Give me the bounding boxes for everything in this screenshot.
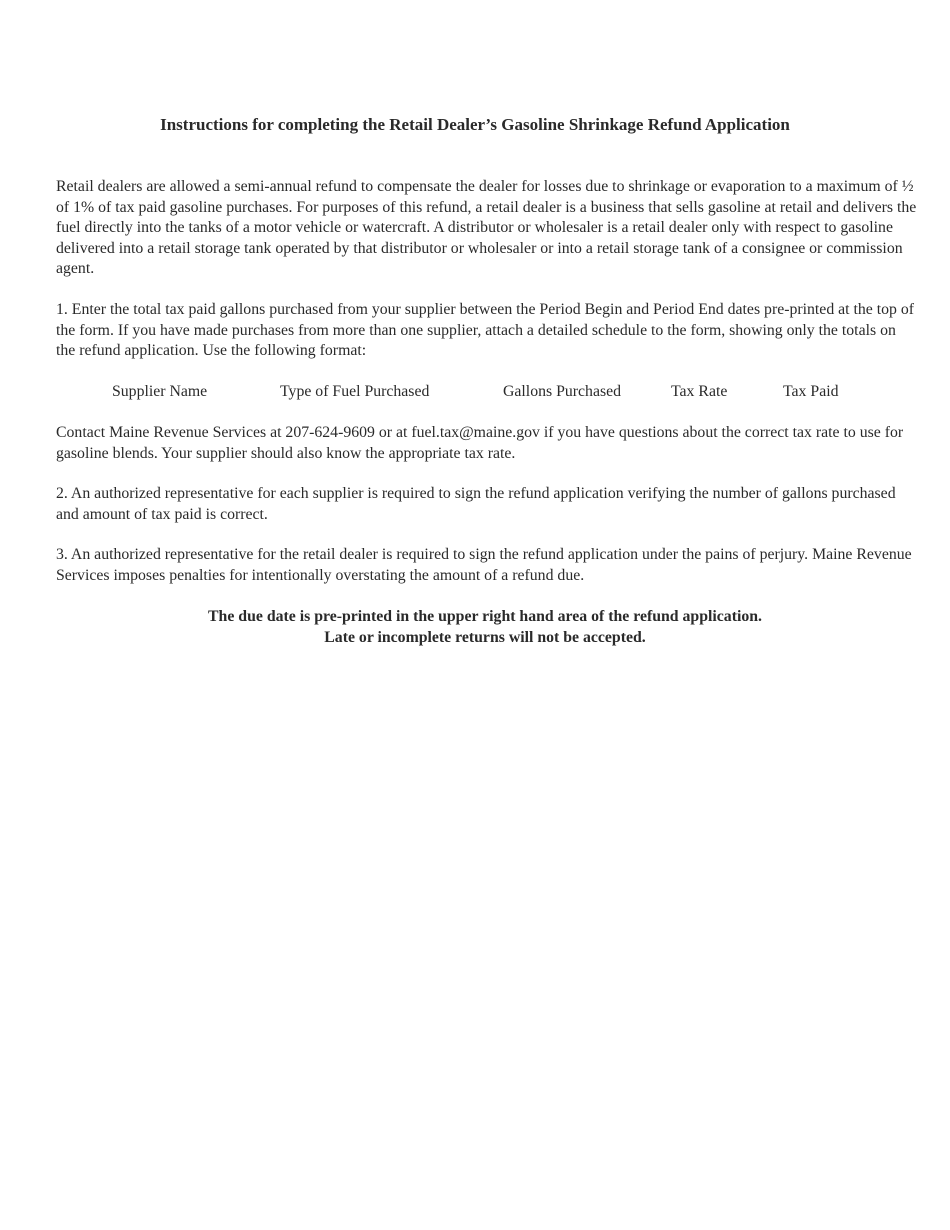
format-column-tax-rate: Tax Rate <box>671 383 728 400</box>
format-column-tax-paid: Tax Paid <box>783 383 839 400</box>
due-date-line: The due date is pre-printed in the upper right hand area of the refund application. <box>208 608 762 625</box>
step-3-paragraph: 3. An authorized representative for the retail dealer is required to sign the refund application under the pains of perjury. Maine Revenue Services imposes penalties for intentionally overstating the amount of a refund due. <box>56 546 912 584</box>
step-2-paragraph: 2. An authorized representative for each supplier is required to sign the refund application verifying the number of gallons purchased and amount of tax paid is correct. <box>56 485 896 523</box>
due-date-notice <box>0 607 950 648</box>
format-columns-row <box>0 382 950 404</box>
intro-paragraph: Retail dealers are allowed a semi-annual refund to compensate the dealer for losses due to shrinkage or evaporation to a maximum of ½ of 1% of tax paid gasoline purchases. For purposes of this refund, a retail dealer is a business that sells gasoline at retail and delivers the fuel directly into the tanks of a motor vehicle or watercraft. A distributor or wholesaler is a retail dealer only with respect to gasoline delivered into a retail storage tank operated by that distributor or wholesaler or into a retail storage tank of a consignee or commission agent. <box>56 178 917 277</box>
format-column-fuel-type: Type of Fuel Purchased <box>280 383 430 400</box>
contact-paragraph: Contact Maine Revenue Services at 207-624-9609 or at fuel.tax@maine.gov if you have questions about the correct tax rate to use for gasoline blends. Your supplier should also know the appropriate tax rate. <box>56 424 904 462</box>
page-title: Instructions for completing the Retail Dealer’s Gasoline Shrinkage Refund Application <box>160 115 790 134</box>
step-1-paragraph: 1. Enter the total tax paid gallons purchased from your supplier between the Period Begin and Period End dates pre-printed at the top of the form. If you have made purchases from more than one supplier, attach a detailed schedule to the form, showing only the totals on the refund application. Use the following format: <box>56 301 915 359</box>
format-column-supplier-name: Supplier Name <box>112 383 208 400</box>
format-column-gallons: Gallons Purchased <box>503 383 622 400</box>
late-returns-line: Late or incomplete returns will not be accepted. <box>324 628 646 646</box>
